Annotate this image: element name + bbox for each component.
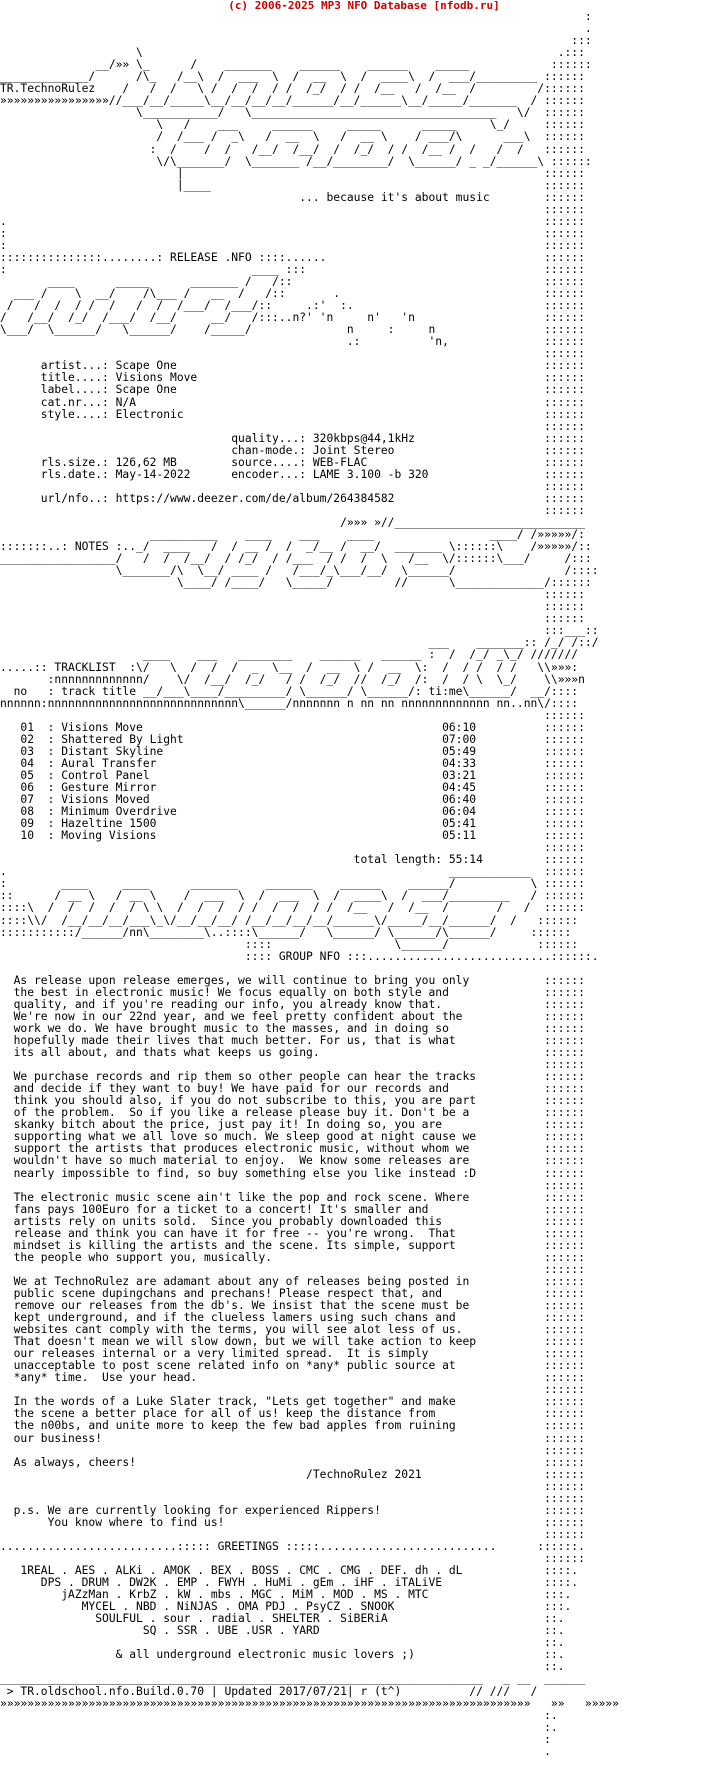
nfo-text: : . ::: \ .::: __/»» \_ / _______ ______ ______ _____ :::::: _____________/ /\_ /__\ / ___ \ / __ \ / ____\ / ___/_________ :::::: TR.TechnoRulez / / / \ / / / / / /_/ / / /__ / /__ / /:::::: »»»»»»»»»»»»»»»»//___/__/_____\__/__/__/__/______/__/______\__/_____/_______ / :::::: \___________/ \____________________________________ \/ :::::: \ / ___ ______ _____ _____ \_/ :::::: / /___ / _\ / __ \ / __ \ / ___/\ ___\ :::::: : / / / /__/ /__/ / /_/ / / /__ / / / / :::::: \/\_______/ \_______ /__/________/ \______/ _ _/______\ :::::: | :::::: |____ :::::: ... because it's about music :::::: :::::: . :::::: : :::::: : :::::: :::::::::::::::........: RELEASE .NFO ::::...... :::::: : ____ ::: :::::: ____ _____ _______ / /:: :::::: ___ / \ __/ /\___ / __ / /:: . :::::: / / / / / / / / /___/ /___/:: .:' :. :::::: / /__/ /_/ /___/ /__/ __/ /:::..n?' 'n n' 'n :::::: \___/ \______/ \______/ /_____/ n : n :::::: .: 'n, :::::: :::::: artist...: Scape One :::::: title....: Visions Move :::::: label....: Scape One :::::: cat.nr...: N/A :::::: style....: Electronic :::::: :::::: quality...: 320kbps@44,1kHz :::::: chan-mode.: Joint Stereo :::::: rls.size.: 126,62 MB source....: WEB-FLAC :::::: rls.date.: May-14-2022 encoder...: LAME 3.100 -b 320 :::::: :::::: url/nfo..: https://www.deezer.com/de/album/264384582 :::::: :::::: /»»» »//____________________________ __________ ____ ___ ____ ____/ /»»»»»/: :::::::..: NOTES :.._/ ____ / / __ / / _/__ / __/ _______ \::::::\ /»»»»»/:: _________________/ / / /__/ / /_/ / /___ / / / \ /__ \/::::::\___/ /::: \_______/\ \__/ ____ / /___/_\___/__/ \______/ /:::: \____/ /____/ \_____/ // \_____________/:::::: :::::: :::::: :::::: :::___:: ___ _______:: /_/ /::/ ____ ___ ________ ______ ______ : / /_/ _\_/ /////// .....:: TRACKLIST :\/ \ / / / _ \__ / __ \ / __ \: / / / / / \\»»»: :nnnnnnnnnnnnn/ \/ /__/ /_/ / / /_/ // /_/ /: / / \ \_/ \\»»»n no : track title __/___\____/_________/ \______/ \______/: ti:me\______/ __/:::: nnnnnn:nnnnnnnnnnnnnnnnnnnnnnnnnnnn\______/nnnnnnn n nn nn nnnnnnnnnnnnn nn..nn\/:::: :::::: 01 : Visions Move 06:10 :::::: 02 : Shattered By Light 07:00 :::::: 03 : Distant Skyline 05:49 :::::: 04 : Aural Transfer 04:33 :::::: 05 : Control Panel 03:21 :::::: 06 : Gesture Mirror 04:45 :::::: 07 : Visions Moved 06:40 :::::: 08 : Minimum Overdrive 06:04 :::::: 09 : Hazeltine 1500 05:41 :::::: 10 : Moving Visions 05:11 :::::: :::::: total length: 55:14 :::::: . ____________ :::::: : ____ ____ _______ _______ ______ ______/ \ :::::: :: / __ \ / __ \ / ___ \ / ___ \ / ____\ / ___/_________ / :::::: ::::\ / / / / / \ \ / / / / / / / / / /__ / /__ / / / :::::: ::::\\/ /__/__/__/___\_\/__/__/__/ /__/__/__/__/______\/_____/__/______/ / :::::: :::::::::::/______/nn\________\..::::\______/ \______/ \______/\______/ :::::: :::: \______/ :::::: :::: GROUP NFO :::...........................::::::. As release upon release emerges, we will continue to bring you only :::::: the best in electronic music! We focus equally on both style and :::::: quality, and if you're reading our info, you already know that. :::::: We're now in our 22nd year, and we feel pretty confident about the :::::: work we do. We have brought music to the masses, and in doing so :::::: hopefully made their lives that much better. For us, that is what :::::: its all about, and thats what keeps us going. :::::: :::::: We purchase records and rip them so other people can hear the tracks :::::: and decide if they want to buy! We have paid for our records and :::::: think you should also, if you do not subscribe to this, you are part :::::: of the problem. So if you like a release please buy it. Don't be a :::::: skanky bitch about the price, just pay it! In doing so, you are :::::: supporting what we all love so much. We sleep good at night cause we :::::: support the artists that produces electronic music, without whom we :::::: wouldn't have so much material to enjoy. We know some releases are :::::: nearly impossible to find, so buy something else you like instead :D :::::: :::::: The electronic music scene ain't like the pop and rock scene. Where :::::: fans pays 100Euro for a ticket to a concert! It's smaller and :::::: artists rely on units sold. Since you probably downloaded this :::::: release and think you can have it for free -- you're wrong. That :::::: mindset is killing the artists and the scene. Its simple, support :::::: the people who support you, musically. :::::: :::::: We at TechnoRulez are adamant about any of releases being posted in :::::: public scene dupingchans and prechans! Please respect that, and :::::: remove our releases from the db's. We insist that the scene must be :::::: kept underground, and if the clueless lamers using such chans and :::::: websites cant comply with the terms, you will see alot less of us. :::::: That doesn't mean we will slow down, but we will take action to keep :::::: our releases internal or a very limited spread. It is simply :::::: unacceptable to post scene related info on *any* public source at :::::: *any* time. Use your head. :::::: :::::: In the words of a Luke Slater track, "Lets get together" and make :::::: the scene a better place for all of us! keep the distance from :::::: the n00bs, and unite more to keep the few bad apples from ruining :::::: our business! :::::: :::::: As always, cheers! :::::: /TechnoRulez 2021 :::::: :::::: :::::: p.s. We are currently looking for experienced Rippers! :::::: You know where to find us! :::::: :::::: ..........................::::: GREETINGS :::::.......................... ::::::. :::::: 1REAL . AES . ALKi . AMOK . BEX . BOSS . CMC . CMG . DEF. dh . dL ::::. DPS . DRUM . DW2K . EMP . FWYH . HuMi . gEm . iHF . iTALiVE ::::. jAZzMan . KrbZ . kW . mbs . MGC . MiM . MOD . MS . MTC :::. MYCEL . NBD . NiNJAS . OMA PDJ . PsyCZ . SNOOK :::. SOULFUL . sour . radial . SHELTER . SiBERiA ::. SQ . SSR . UBE .USR . YARD ::. ::. & all underground electronic music lovers ;) ::. ::. _______________________________________________________________________ _ __ ______ > TR.oldschool.nfo.Build.0.70 | Updated 2017/07/21| r (t^) // /// / »»»»»»»»»»»»»»»»»»»»»»»»»»»»»»»»»»»»»»»»»»»»»»»»»»»»»»»»»»»»»»»»»»»»»»»»»»»»»» »» »»»»» :. :. : . [0,11,619,1758]
copyright-link[interactable]: (c) 2006-2025 MP3 NFO Database [nfodb.ru] [228,0,500,12]
